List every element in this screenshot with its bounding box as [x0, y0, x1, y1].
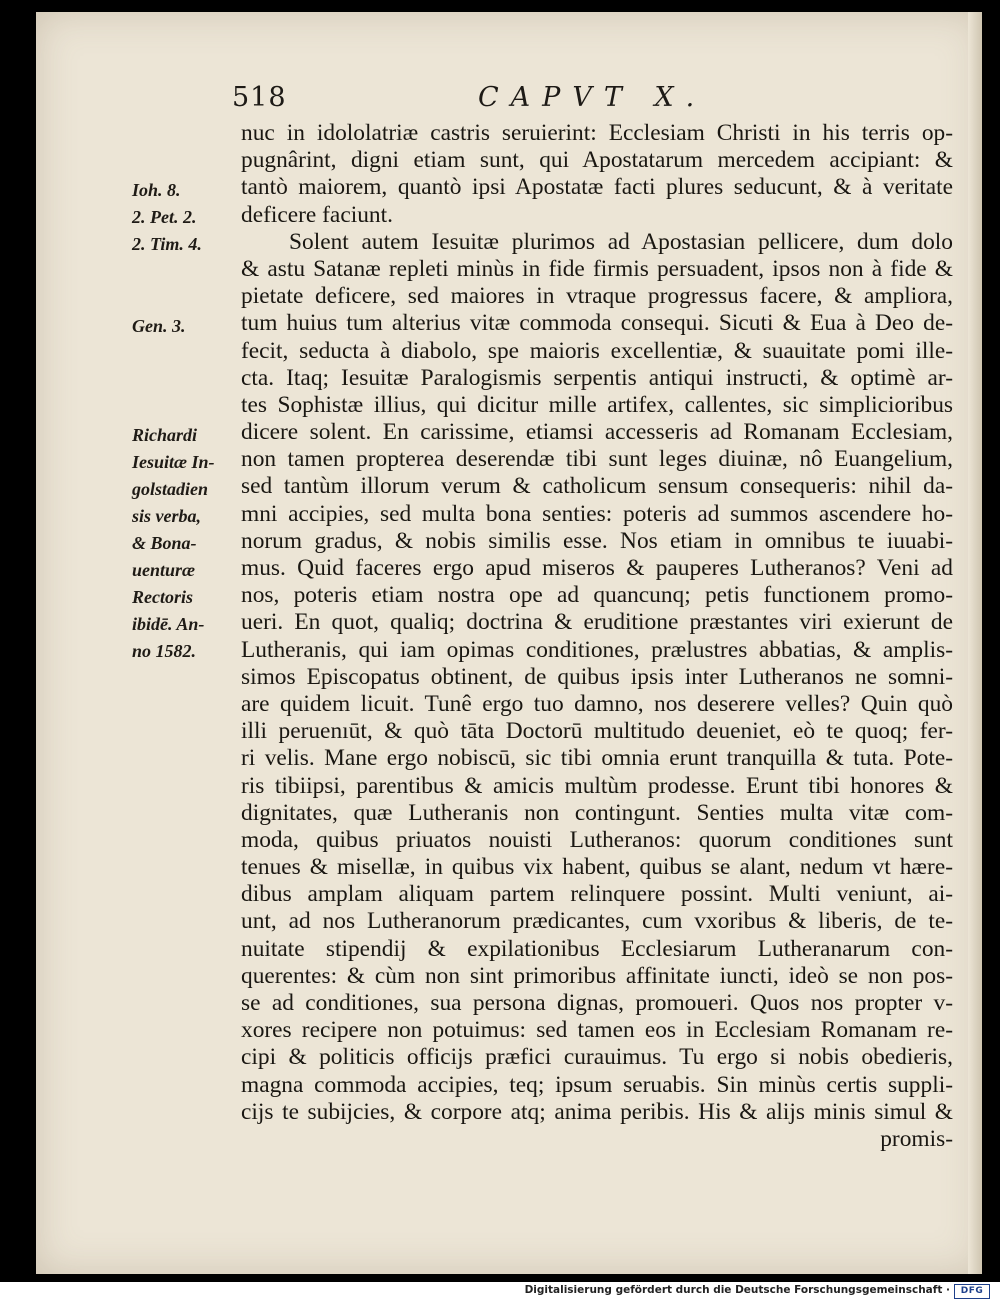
text-line: deficere faciunt. — [241, 201, 393, 228]
text-line: Solent autem Iesuitæ plurimos ad Apostasian pellicere, dum dolo — [289, 228, 953, 255]
text-line: magna commoda accipies, teq; ipsum seruabis. Sin minùs certis suppli- — [241, 1071, 953, 1098]
main-text — [241, 120, 953, 1153]
text-line: dicere solent. En carissime, etiamsi accesseris ad Romanam Ecclesiam, — [241, 419, 953, 446]
text-line: Lutheranis, qui iam opimas conditiones, prælustres abbatias, & amplis- — [241, 636, 953, 663]
marginal-note: golstadien — [132, 479, 209, 499]
text-line: non tamen propterea deserendæ tibi sunt leges diuinæ, nô Euangelium, — [241, 446, 953, 473]
text-line: ri velis. Mane ergo nobiscū, sic tibi omnia erunt tranquilla & tuta. Pote- — [241, 745, 953, 772]
page-edge — [968, 12, 982, 1274]
text-line: tenues & misellæ, in quibus vix habent, quibus se alant, nedum vt hære- — [241, 854, 953, 881]
text-line: nos, poteris etiam nostra ope ad quancunq; petis functionem promo- — [241, 582, 953, 609]
text-line: dibus amplam aliquam partem relinquere possint. Multi veniunt, ai- — [241, 881, 953, 908]
text-line: cta. Itaq; Iesuitæ Paralogismis serpentis antiqui instructi, & optimè ar- — [241, 364, 953, 391]
marginal-note: ibidē. An- — [132, 614, 205, 634]
text-line: & astu Satanæ repleti minùs in fide firmis persuadent, ipsos non à fide & — [241, 255, 953, 282]
text-line: simos Episcopatus obtinent, de quibus ipsis inter Lutheranos ne somni- — [241, 663, 953, 690]
text-line: illi peruenıūt, & quò tāta Doctorū multitudo deueniet, eò te quoq; fer- — [241, 718, 953, 745]
text-line: are quidem licuit. Tunê ergo tuo damno, nos deserere velles? Quin quò — [241, 690, 953, 717]
text-line: tum huius tum alterius vitæ commoda consequi. Sicuti & Eua à Deo de- — [241, 310, 953, 337]
marginal-note: no 1582. — [132, 641, 197, 661]
marginal-note: sis verba, — [132, 506, 201, 526]
marginal-reference: Ioh. 8. — [132, 180, 181, 200]
text-line: mus. Quid faceres ergo apud miseros & pauperes Lutheranos? Veni ad — [241, 555, 953, 581]
text-line: ris tibiipsi, parentibus & amicis multùm prodesse. Erunt tibi honores & — [241, 772, 953, 799]
marginal-reference: 2. Pet. 2. — [132, 207, 197, 227]
text-line: tantò maiorem, quantò ipsi Apostatæ facti plures seducunt, & à veritate — [241, 174, 953, 201]
text-line: ueri. En quot, qualiq; doctrina & eruditione præstantes viri exierunt de — [241, 609, 953, 636]
text-line: fecit, seducta à diabolo, spe maioris excellentiæ, & suauitate pomi ille- — [241, 337, 953, 364]
marginal-note: & Bona- — [132, 533, 197, 553]
page-number: 518 — [232, 82, 287, 113]
running-head: CAPVT X. — [478, 82, 707, 113]
text-line: dignitates, quæ Lutheranis non contingunt. Senties multa vitæ com- — [241, 799, 953, 826]
text-line: norum gradus, & nobis similis esse. Nos etiam in omnibus te iuuabi- — [241, 527, 953, 554]
text-line: moda, quibus priuatos nouisti Lutheranos: quorum conditiones sunt — [241, 826, 953, 853]
page-header — [36, 82, 982, 122]
text-line: pietate deficere, sed maiores in vtraque progressus facere, & ampliora, — [241, 283, 953, 310]
marginal-note: Richardi — [132, 425, 198, 445]
marginal-reference: 2. Tim. 4. — [132, 234, 202, 254]
footer-bar — [0, 1282, 1000, 1300]
funding-credit: Digitalisierung gefördert durch die Deutsche Forschungsgemeinschaft · — [524, 1284, 950, 1296]
catchword: promis- — [880, 1125, 953, 1152]
text-line: nuitate stipendij & expilationibus Ecclesiarum Lutheranarum con- — [241, 935, 953, 962]
dfg-logo-icon: DFG — [954, 1284, 990, 1299]
text-line: se ad conditiones, sua persona dignas, promoueri. Quos nos propter v- — [241, 990, 953, 1016]
text-line: mni accipies, sed multa bona senties: poteris ad summos ascendere ho- — [241, 500, 953, 527]
text-line: cijs te subijcies, & corpore atq; anima peribis. His & alijs minis simul & — [241, 1098, 953, 1125]
text-line: pugnârint, digni etiam sunt, qui Apostatarum mercedem accipiant: & — [241, 147, 953, 174]
text-line: cipi & politicis officijs præfici curauimus. Tu ergo si nobis obedieris, — [241, 1044, 953, 1071]
marginal-note: uenturæ — [132, 560, 196, 580]
marginal-note: Rectoris — [132, 587, 193, 607]
text-line: unt, ad nos Lutheranorum prædicantes, cum vxoribus & liberis, de te- — [241, 908, 953, 935]
text-line: querentes: & cùm non sint primoribus affinitate iuncti, ideò se non pos- — [241, 962, 953, 989]
text-line: sed tantùm illorum verum & catholicum sensum consequeris: nihil da- — [241, 473, 953, 500]
text-line: tes Sophistæ illius, qui dicitur mille artifex, callentes, sic simplicioribus — [241, 391, 953, 418]
book-page — [36, 12, 982, 1274]
text-line: nuc in idololatriæ castris seruierint: Ecclesiam Christi in his terris op- — [241, 120, 953, 146]
text-line: xores recipere non potuimus: sed tamen eos in Ecclesiam Romanam re- — [241, 1017, 953, 1044]
marginal-reference: Gen. 3. — [132, 316, 186, 336]
marginal-note: Iesuitæ In- — [132, 452, 215, 472]
